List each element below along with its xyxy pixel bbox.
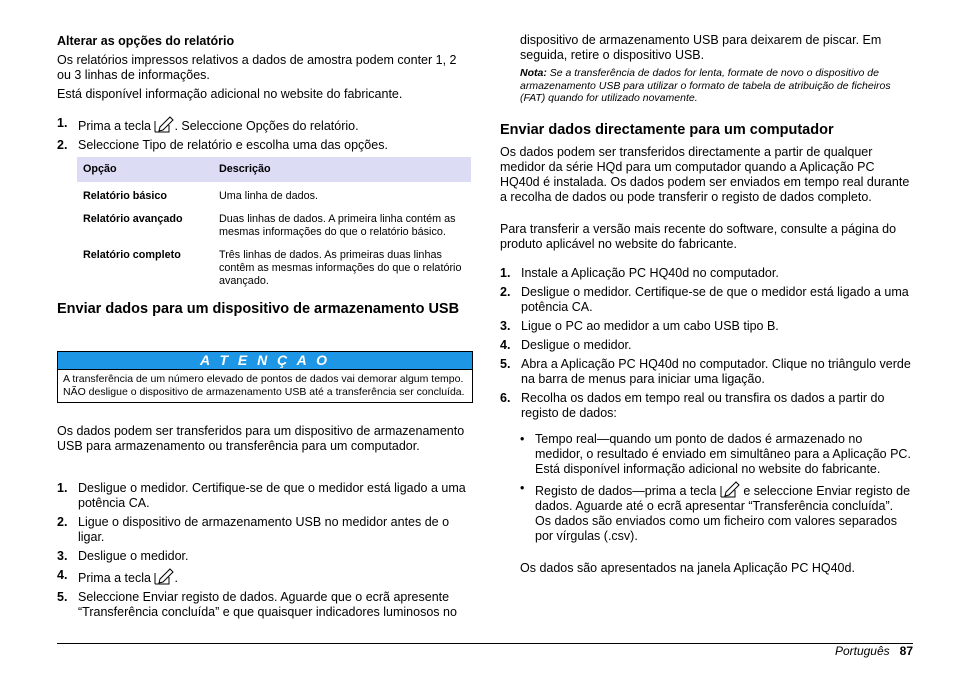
list-item: • Registo de dados—prima a tecla e seleccione Enviar registo de dados. Aguarde até o ecrã apresentar “Transferência concluída”. Os dados são enviados como um ficheiro com valores separados por vírgulas (.csv). xyxy=(520,481,911,543)
paragraph-usb-transfer: Os dados podem ser transferidos para um dispositivo de armazenamento USB para armazenamento ou transferência para um computador. xyxy=(57,424,465,453)
table-cell: Relatório básico xyxy=(83,190,167,202)
section-title-computer: Enviar dados directamente para um computador xyxy=(500,122,834,138)
menu-key-icon xyxy=(154,116,174,133)
table-cell: Duas linhas de dados. A primeira linha contém as mesmas informações do que o relatório básico. xyxy=(219,213,456,238)
paragraph-direct-transfer: Os dados podem ser transferidos directamente a partir de qualquer medidor da série HQd para um computador quando a Aplicação PC HQ40d é instalada. Os dados podem ser enviados em tempo real durante a recolha de dados ou pode transferir o registo de dados completo. xyxy=(500,145,910,204)
list-item: 1. Prima a tecla . Seleccione Opções do relatório. xyxy=(57,116,359,133)
section-title-report-options: Alterar as opções do relatório xyxy=(57,34,235,48)
list-item: 4. Desligue o medidor. xyxy=(500,338,632,352)
section-title-usb: Enviar dados para um dispositivo de armazenamento USB xyxy=(57,301,460,317)
steps-usb xyxy=(57,481,473,620)
menu-key-icon xyxy=(720,481,740,498)
paragraph-software-version: Para transferir a versão mais recente do software, consulte a página do produto aplicável no website do fabricante. xyxy=(500,222,897,251)
list-item: 5. Seleccione Enviar registo de dados. Aguarde que o ecrã apresente “Transferência concluída” e que quaisquer indicadores luminosos no xyxy=(57,590,457,619)
paragraph-report-lines: Os relatórios impressos relativos a dados de amostra podem conter 1, 2 ou 3 linhas de informações. xyxy=(57,53,457,82)
report-options-table xyxy=(77,157,471,293)
footer-language: Português xyxy=(834,644,890,658)
table-header: Descrição xyxy=(213,157,471,182)
table-cell: Relatório completo xyxy=(83,249,181,261)
list-item: • Tempo real—quando um ponto de dados é armazenado no medidor, o resultado é enviado em simultâneo para a Aplicação PC. Está disponível informação adicional no website do fabricante. xyxy=(520,432,911,476)
page-number: 87 xyxy=(899,644,913,658)
table-row xyxy=(77,208,471,244)
table-header: Opção xyxy=(77,157,213,182)
list-item: 2. Desligue o medidor. Certifique-se de que o medidor está ligado a uma potência CA. xyxy=(500,285,909,314)
warning-title: A T E N Ç A O xyxy=(58,352,472,370)
table-cell: Relatório avançado xyxy=(83,213,183,225)
steps-report-options xyxy=(57,116,473,153)
warning-text: A transferência de um número elevado de pontos de dados vai demorar algum tempo. NÃO desligue o dispositivo de armazenamento USB até a transferência ser concluída. xyxy=(63,373,465,398)
list-item: 5. Abra a Aplicação PC HQ40d no computador. Clique no triângulo verde na barra de menus para iniciar uma ligação. xyxy=(500,357,911,386)
bullet-icon: • xyxy=(520,432,525,446)
paragraph-website-info: Está disponível informação adicional no website do fabricante. xyxy=(57,87,403,101)
steps-computer xyxy=(500,266,912,421)
footer-divider xyxy=(57,643,913,644)
list-item: 6. Recolha os dados em tempo real ou transfira os dados a partir do registo de dados: xyxy=(500,391,885,420)
warning-box xyxy=(57,351,473,403)
note-label: Nota: xyxy=(520,67,547,79)
list-item: 4. Prima a tecla . xyxy=(57,568,178,585)
list-item: 1. Instale a Aplicação PC HQ40d no computador. xyxy=(500,266,779,280)
note-text: Se a transferência de dados for lenta, formate de novo o dispositivo de armazenamento USB para utilizar o formato de tabela de atribuição de ficheiros (FAT) quando for utilizado novamente. xyxy=(520,67,891,104)
list-item: 3. Ligue o PC ao medidor a um cabo USB tipo B. xyxy=(500,319,779,333)
paragraph-data-window: Os dados são apresentados na janela Aplicação PC HQ40d. xyxy=(520,561,855,575)
list-item: 2. Ligue o dispositivo de armazenamento USB no medidor antes de o ligar. xyxy=(57,515,450,544)
table-cell: Uma linha de dados. xyxy=(219,190,319,202)
bullet-list-modes xyxy=(520,432,912,544)
table-row xyxy=(77,244,471,293)
menu-key-icon xyxy=(154,568,174,585)
bullet-icon: • xyxy=(520,481,525,495)
table-cell: Três linhas de dados. As primeiras duas linhas contêm as mesmas informações do que o relatório avançado. xyxy=(219,249,462,287)
page-footer xyxy=(835,644,913,659)
table-header-row xyxy=(77,157,471,182)
paragraph-usb-continued: dispositivo de armazenamento USB para deixarem de piscar. Em seguida, retire o dispositivo USB. xyxy=(520,33,882,62)
list-item: 1. Desligue o medidor. Certifique-se de que o medidor está ligado a uma potência CA. xyxy=(57,481,466,510)
list-item: 2. Seleccione Tipo de relatório e escolha uma das opções. xyxy=(57,138,388,152)
list-item: 3. Desligue o medidor. xyxy=(57,549,189,563)
note xyxy=(520,67,912,105)
table-row xyxy=(77,182,471,208)
